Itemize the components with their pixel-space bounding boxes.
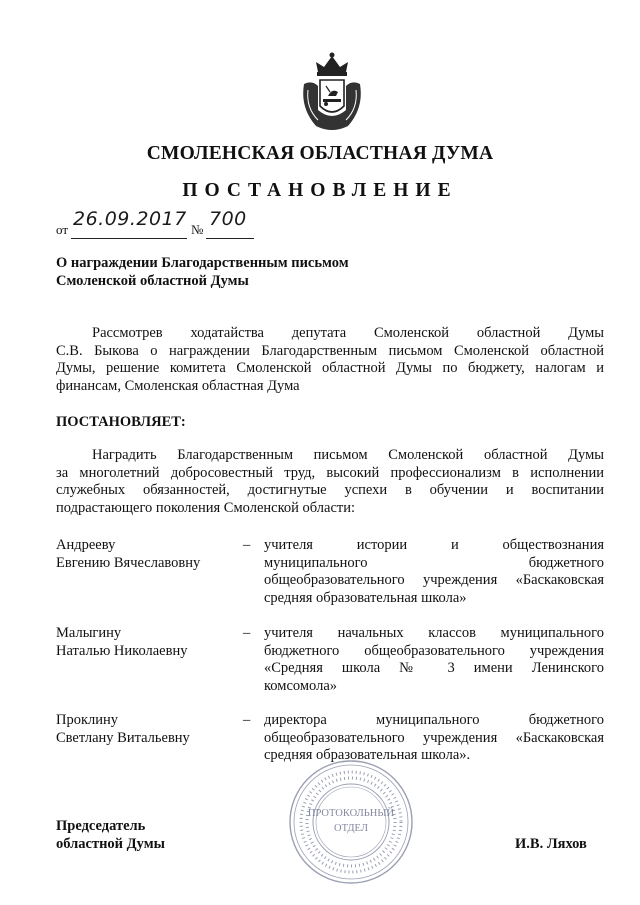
- signatory-title: [56, 817, 165, 853]
- stamp-seal: [286, 757, 416, 887]
- awardee-name: [56, 625, 256, 660]
- signatory-name: И.В. Ляхов: [515, 836, 587, 852]
- description-line: общеобразовательного учреждения «Баскаковская: [264, 729, 604, 746]
- stamp-center-line: ПРОТОКОЛЬНЫЙ: [307, 808, 395, 819]
- awardee-description: [264, 537, 604, 607]
- organization-title: СМОЛЕНСКАЯ ОБЛАСТНАЯ ДУМА: [146, 143, 494, 164]
- subject-line: Смоленской областной Думы: [56, 273, 249, 289]
- awardee-description: [264, 625, 604, 695]
- coat-of-arms-icon: [296, 50, 368, 134]
- description-line: муниципального бюджетного: [264, 554, 604, 571]
- description-line: бюджетного общеобразовательного учреждения: [264, 642, 604, 659]
- date-underline: [71, 238, 187, 239]
- description-line: средняя образовательная школа»: [264, 589, 467, 606]
- description-line: учителя начальных классов муниципального: [264, 625, 604, 641]
- signatory-title-line: областной Думы: [56, 836, 165, 852]
- number-value: 700: [209, 208, 247, 230]
- date-value: 26.09.2017: [73, 208, 187, 230]
- preamble-line: Думы, решение комитета Смоленской областной Думы по бюджету, налогам и: [56, 360, 604, 376]
- preamble-paragraph: [56, 325, 604, 395]
- number-underline: [206, 238, 254, 239]
- description-line: комсомола»: [264, 677, 338, 694]
- awardee-name: [56, 537, 256, 572]
- preamble-line: финансам, Смоленская областная Дума: [56, 377, 300, 394]
- document-subject: [56, 254, 386, 290]
- document-type: ПОСТАНОВЛЕНИЕ: [182, 180, 458, 201]
- awardee-given-name: Евгению Вячеславовну: [56, 554, 201, 571]
- preamble-line: Рассмотрев ходатайства депутата Смоленской областной Думы: [92, 325, 604, 341]
- stamp-center-line: ОТДЕЛ: [334, 823, 368, 834]
- preamble-line: С.В. Быкова о награждении Благодарственным письмом Смоленской областной: [56, 342, 604, 359]
- awardee-surname: Андрееву: [56, 537, 116, 553]
- decision-paragraph: [56, 447, 604, 517]
- awardee-dash: –: [243, 712, 251, 728]
- awardee-given-name: Светлану Витальевну: [56, 729, 190, 746]
- description-line: директора муниципального бюджетного: [264, 712, 604, 728]
- decision-line: служебных обязанностей, достигнутые успехи в обучении и воспитании: [56, 482, 604, 498]
- date-prefix: от: [56, 222, 69, 237]
- number-prefix: №: [191, 222, 204, 237]
- description-line: «Средняя школа № 3 имени Ленинского: [264, 660, 604, 676]
- subject-line: О награждении Благодарственным письмом: [56, 255, 349, 271]
- awardee-dash: –: [243, 537, 251, 553]
- description-line: общеобразовательного учреждения «Баскаковская: [264, 572, 604, 588]
- decision-line: Наградить Благодарственным письмом Смоленской областной Думы: [92, 447, 604, 463]
- awardee-given-name: Наталью Николаевну: [56, 642, 188, 659]
- resolves-heading: ПОСТАНОВЛЯЕТ:: [56, 414, 186, 430]
- awardee-name: [56, 712, 256, 747]
- decision-line: подрастающего поколения Смоленской области:: [56, 499, 356, 516]
- awardee-surname: Малыгину: [56, 625, 122, 641]
- awardee-dash: –: [243, 625, 251, 641]
- signatory-title-line: Председатель: [56, 818, 146, 834]
- description-line: учителя истории и обществознания: [264, 537, 604, 553]
- decision-line: за многолетний добросовестный труд, высокий профессионализм в исполнении: [56, 464, 604, 481]
- description-line: средняя образовательная школа».: [264, 747, 471, 763]
- awardee-surname: Проклину: [56, 712, 119, 728]
